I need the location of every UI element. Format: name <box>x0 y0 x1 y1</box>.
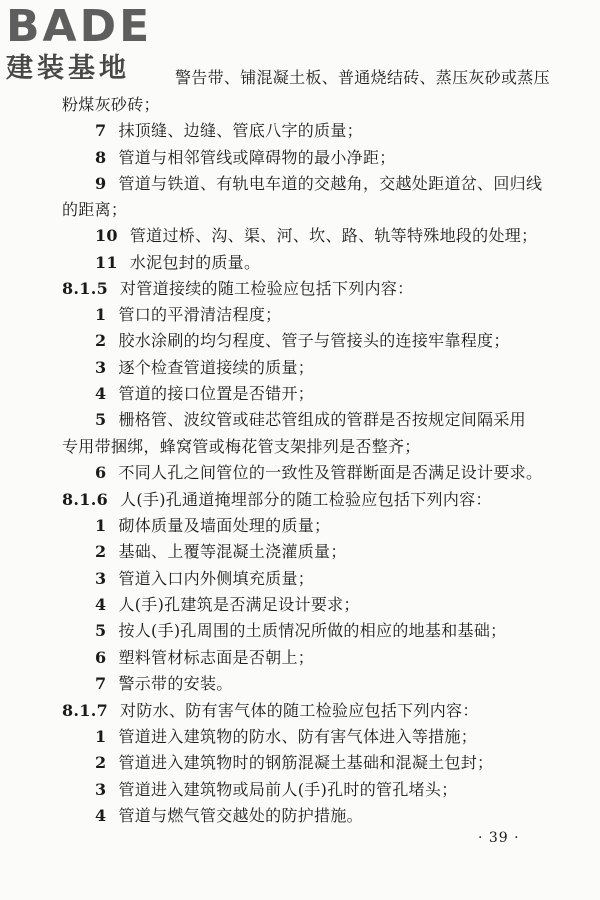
list-item <box>95 462 542 484</box>
item-text: 基础、上覆等混凝土浇灌质量； <box>118 542 347 561</box>
item-number: 1 <box>95 516 107 535</box>
item-number: 7 <box>95 121 107 140</box>
list-item <box>95 357 314 379</box>
item-text: 管口的平滑清洁程度； <box>118 305 282 324</box>
list-item <box>95 173 542 195</box>
item-text: 管道进入建筑物的防水、防有害气体进入等措施； <box>118 727 478 746</box>
list-item <box>95 120 363 142</box>
list-item <box>95 409 526 431</box>
list-item <box>95 647 314 669</box>
section-text: 对防水、防有害气体的随工检验应包括下列内容： <box>120 701 479 720</box>
list-item <box>95 330 510 352</box>
item-number: 1 <box>95 727 107 746</box>
line-text: 的距离； <box>62 200 128 219</box>
item-text: 逐个检查管道接续的质量； <box>118 358 315 377</box>
list-item <box>95 304 281 326</box>
section-text: 对管道接续的随工检验应包括下列内容： <box>120 279 414 298</box>
list-item <box>95 620 506 642</box>
item-number: 7 <box>95 674 107 693</box>
list-item <box>95 568 314 590</box>
item-text: 塑料管材标志面是否朝上； <box>118 648 315 667</box>
section-number: 8.1.6 <box>62 490 109 509</box>
item-number: 6 <box>95 463 107 482</box>
item-text: 管道过桥、沟、渠、河、坎、路、轨等特殊地段的处理； <box>129 226 538 245</box>
list-item <box>95 805 363 827</box>
section-number: 8.1.5 <box>62 279 109 298</box>
logo-wordmark: BADE <box>6 1 153 52</box>
list-item <box>95 515 330 537</box>
item-number: 3 <box>95 780 107 799</box>
item-number: 5 <box>95 621 107 640</box>
section-heading <box>62 489 492 511</box>
item-text: 胶水涂刷的均匀程度、管子与管接头的连接牢靠程度； <box>118 331 510 350</box>
list-item <box>95 252 260 274</box>
item-text: 不同人孔之间管位的一致性及管群断面是否满足设计要求。 <box>118 463 543 482</box>
item-text: 管道进入建筑物或局前人(手)孔时的管孔堵头； <box>118 780 458 799</box>
list-item <box>95 225 537 247</box>
item-number: 9 <box>95 174 107 193</box>
item-number: 2 <box>95 753 107 772</box>
list-item <box>95 147 396 169</box>
item-number: 3 <box>95 358 107 377</box>
item-number: 4 <box>95 384 107 403</box>
line-text: 粉煤灰砂砖； <box>62 95 160 114</box>
item-text: 水泥包封的质量。 <box>129 253 261 272</box>
item-text: 管道与铁道、有轨电车道的交越角，交越处距道岔、回归线 <box>118 174 543 193</box>
list-item <box>95 752 493 774</box>
item-number: 2 <box>95 542 107 561</box>
item-text: 管道与燃气管交越处的防护措施。 <box>118 806 363 825</box>
section-text: 人(手)孔通道掩埋部分的随工检验应包括下列内容： <box>120 490 492 509</box>
list-item <box>95 779 458 801</box>
list-item <box>95 541 347 563</box>
list-item <box>95 594 360 616</box>
item-number: 11 <box>95 253 118 272</box>
item-number: 5 <box>95 410 107 429</box>
item-text: 警示带的安装。 <box>118 674 233 693</box>
item-text: 管道进入建筑物时的钢筋混凝土基础和混凝土包封； <box>118 753 494 772</box>
item-number: 4 <box>95 595 107 614</box>
logo-subtitle: 建装基地 <box>6 53 130 84</box>
item-text: 管道入口内外侧填充质量； <box>118 569 315 588</box>
item-number: 10 <box>95 226 118 245</box>
item-number: 2 <box>95 331 107 350</box>
item-text: 抹顶缝、边缝、管底八字的质量； <box>118 121 363 140</box>
item-text: 管道与相邻管线或障碍物的最小净距； <box>118 148 396 167</box>
line-text: 警告带、铺混凝土板、普通烧结砖、蒸压灰砂或蒸压 <box>175 68 550 87</box>
item-text: 人(手)孔建筑是否满足设计要求； <box>118 595 360 614</box>
item-number: 1 <box>95 305 107 324</box>
text-line <box>62 199 127 221</box>
item-text: 按人(手)孔周围的土质情况所做的相应的地基和基础； <box>118 621 507 640</box>
item-text: 管道的接口位置是否错开； <box>118 384 315 403</box>
text-line <box>175 67 550 89</box>
item-number: 6 <box>95 648 107 667</box>
item-number: 4 <box>95 806 107 825</box>
logo <box>6 1 176 88</box>
text-line <box>62 94 160 116</box>
section-heading <box>62 700 479 722</box>
item-number: 8 <box>95 148 107 167</box>
section-heading <box>62 278 413 300</box>
list-item <box>95 383 314 405</box>
section-number: 8.1.7 <box>62 701 109 720</box>
line-text: 专用带捆绑，蜂窝管或梅花管支架排列是否整齐； <box>62 437 421 456</box>
item-number: 3 <box>95 569 107 588</box>
page-number: · 39 · <box>478 830 520 846</box>
item-text: 砌体质量及墙面处理的质量； <box>118 516 331 535</box>
list-item <box>95 673 233 695</box>
text-line <box>62 436 421 458</box>
list-item <box>95 726 477 748</box>
item-text: 栅格管、波纹管或硅芯管组成的管群是否按规定间隔采用 <box>118 410 526 429</box>
